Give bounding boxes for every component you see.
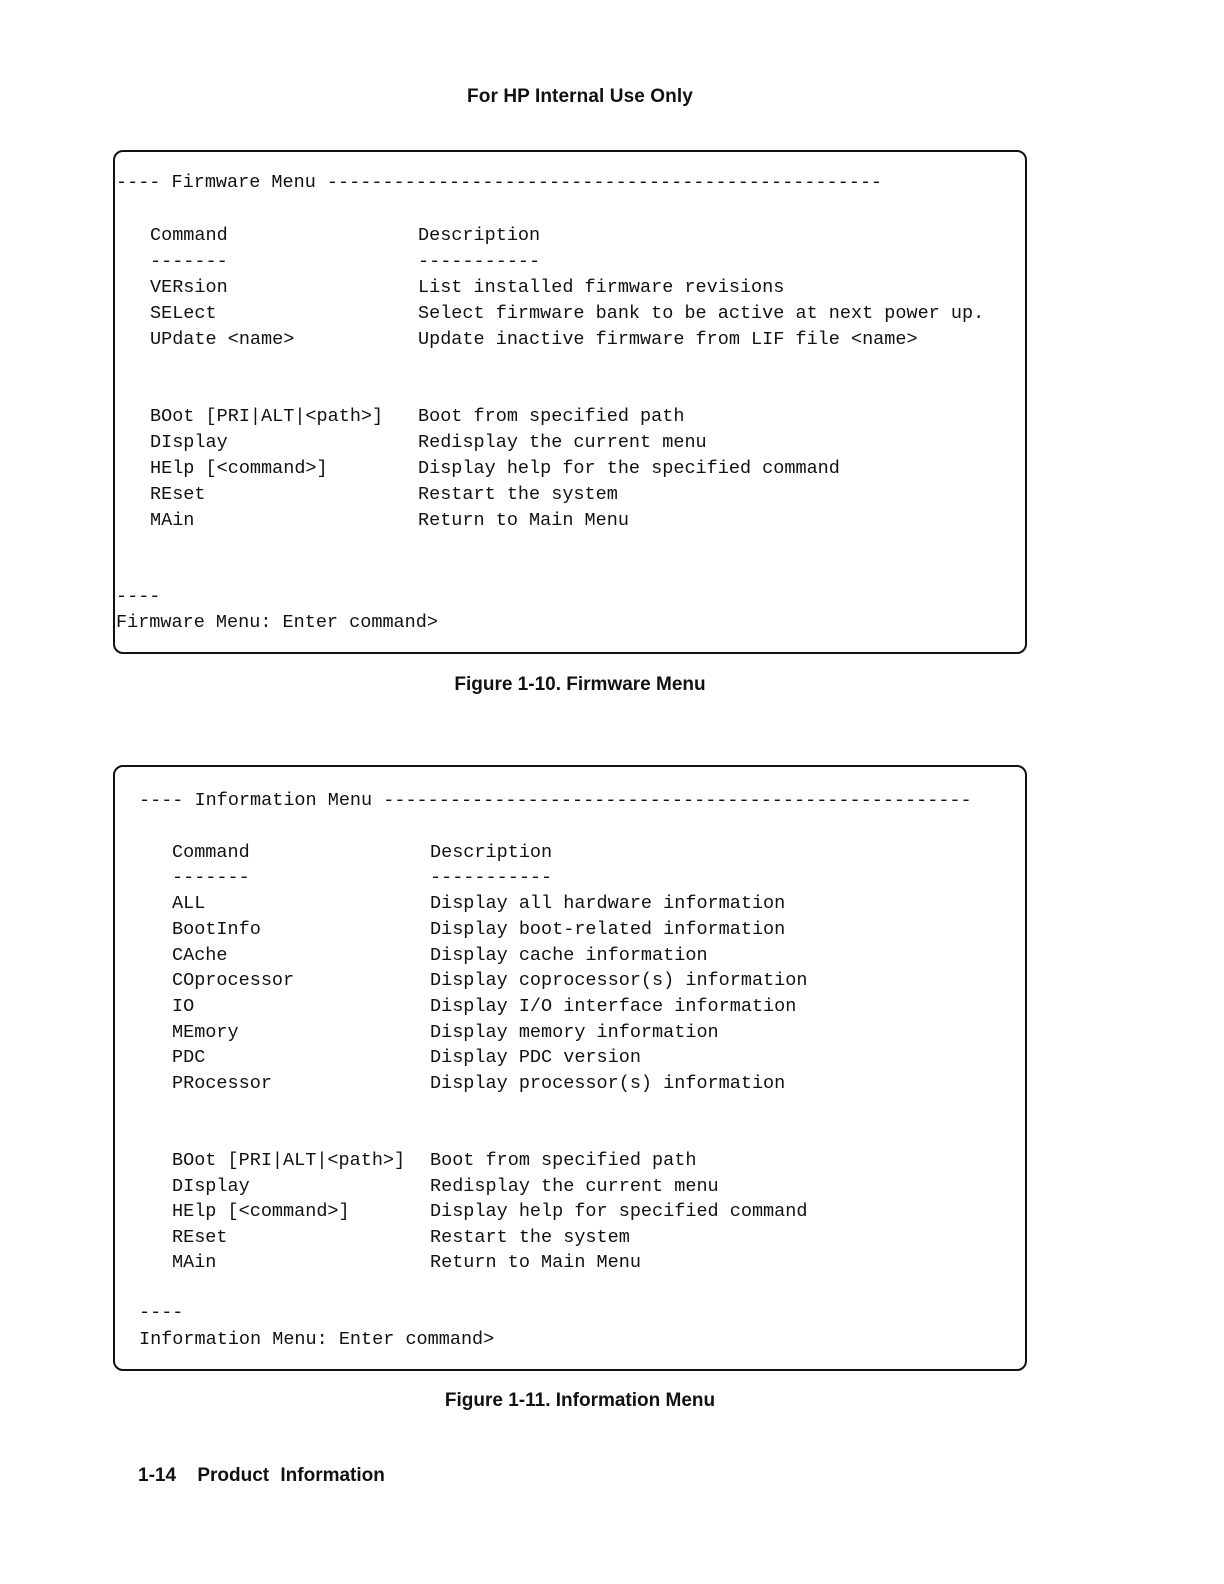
information-description-rule: -----------	[430, 867, 553, 888]
firmware-description: Restart the system	[418, 484, 618, 505]
information-command: BootInfo	[172, 919, 261, 940]
information-command-prompt[interactable]: Information Menu: Enter command>	[139, 1329, 495, 1350]
firmware-command: REset	[150, 484, 206, 505]
information-command: BOot [PRI|ALT|<path>]	[172, 1150, 406, 1171]
information-command: ALL	[172, 893, 206, 914]
firmware-description: Update inactive firmware from LIF file <name>	[418, 329, 918, 350]
information-figure-caption: Figure 1-11. Information Menu	[444, 1390, 716, 1411]
firmware-description: List installed firmware revisions	[418, 277, 785, 298]
information-command: PDC	[172, 1047, 206, 1068]
firmware-command-header: Command	[150, 225, 228, 246]
information-description: Display cache information	[430, 945, 708, 966]
information-description: Display boot-related information	[430, 919, 786, 940]
information-command: COprocessor	[172, 970, 295, 991]
information-description: Boot from specified path	[430, 1150, 697, 1171]
page-header: For HP Internal Use Only	[467, 86, 693, 107]
firmware-description-header: Description	[418, 225, 541, 246]
firmware-description: Display help for the specified command	[418, 458, 840, 479]
firmware-bottom-rule: ----	[116, 586, 161, 607]
firmware-menu-title: ---- Firmware Menu --------------------------------------------------	[116, 172, 883, 193]
information-description: Display coprocessor(s) information	[430, 970, 808, 991]
firmware-description-rule: -----------	[418, 251, 541, 272]
information-command: DIsplay	[172, 1176, 250, 1197]
information-bottom-rule: ----	[139, 1302, 184, 1323]
information-description: Display help for specified command	[430, 1201, 808, 1222]
page-number: 1-14	[138, 1465, 177, 1486]
firmware-figure-caption: Figure 1-10. Firmware Menu	[454, 674, 706, 695]
firmware-command: HElp [<command>]	[150, 458, 328, 479]
section-title: Product Information	[197, 1465, 385, 1486]
information-command: PRocessor	[172, 1073, 272, 1094]
firmware-description: Boot from specified path	[418, 406, 685, 427]
firmware-description: Redisplay the current menu	[418, 432, 707, 453]
information-description: Display PDC version	[430, 1047, 641, 1068]
information-description: Display I/O interface information	[430, 996, 797, 1017]
information-description: Display memory information	[430, 1022, 719, 1043]
information-description: Restart the system	[430, 1227, 630, 1248]
firmware-command: SELect	[150, 303, 217, 324]
information-command: CAche	[172, 945, 228, 966]
information-command: MEmory	[172, 1022, 239, 1043]
information-description: Display all hardware information	[430, 893, 786, 914]
information-command: HElp [<command>]	[172, 1201, 350, 1222]
information-description: Display processor(s) information	[430, 1073, 786, 1094]
information-menu-title: ---- Information Menu -----------------------------------------------------	[139, 790, 972, 811]
firmware-command: VERsion	[150, 277, 228, 298]
page-footer	[138, 1465, 395, 1487]
firmware-command-rule: -------	[150, 251, 228, 272]
information-description-header: Description	[430, 842, 553, 863]
firmware-command: MAin	[150, 510, 195, 531]
firmware-command: UPdate <name>	[150, 329, 295, 350]
information-command: MAin	[172, 1252, 217, 1273]
firmware-description: Return to Main Menu	[418, 510, 629, 531]
firmware-command: BOot [PRI|ALT|<path>]	[150, 406, 384, 427]
information-description: Return to Main Menu	[430, 1252, 641, 1273]
firmware-command-prompt[interactable]: Firmware Menu: Enter command>	[116, 612, 438, 633]
information-command-header: Command	[172, 842, 250, 863]
firmware-command: DIsplay	[150, 432, 228, 453]
information-description: Redisplay the current menu	[430, 1176, 719, 1197]
information-command: REset	[172, 1227, 228, 1248]
information-command: IO	[172, 996, 195, 1017]
firmware-description: Select firmware bank to be active at next power up.	[418, 303, 985, 324]
information-command-rule: -------	[172, 867, 250, 888]
firmware-menu-frame	[113, 150, 1027, 654]
